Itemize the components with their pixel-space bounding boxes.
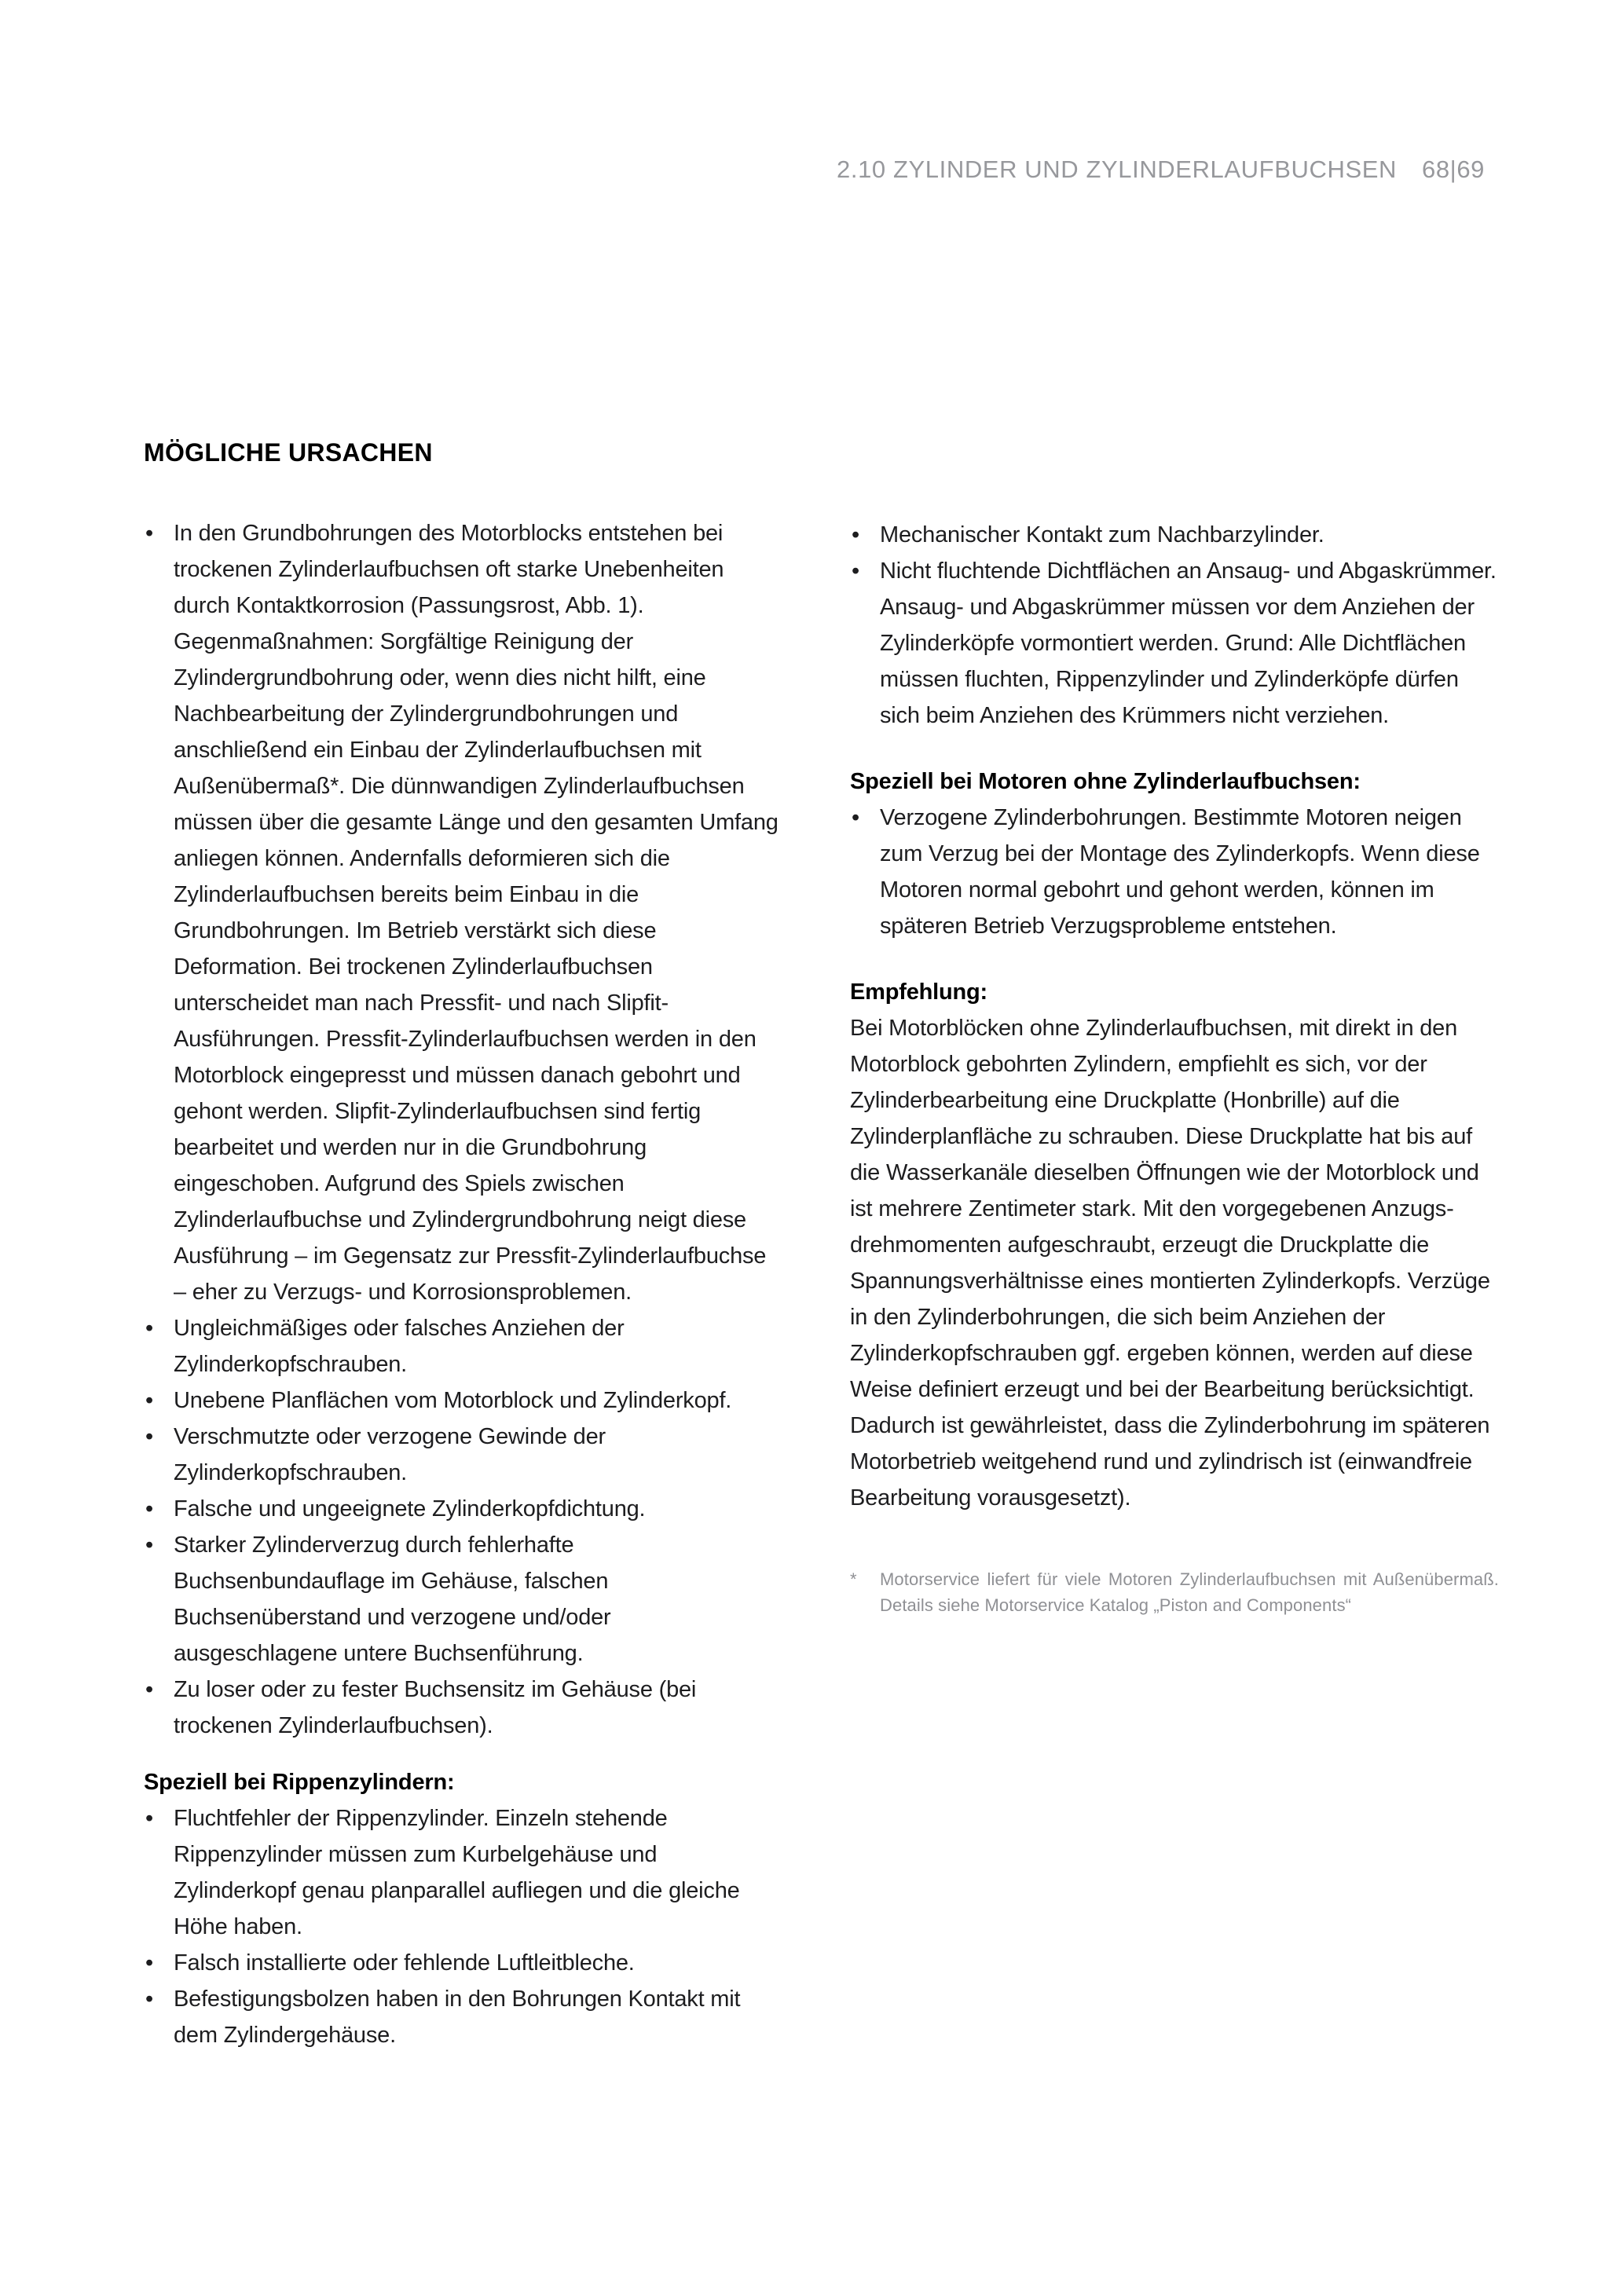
bullet-item: • Befestigungsbolzen haben in den Bohrungen Kontakt mit dem Zylindergehäuse.	[144, 1981, 779, 2053]
bullet-item: • In den Grundbohrungen des Motorblocks entstehen bei trockenen Zylinderlaufbuchsen oft starke Unebenheiten durch Kontaktkorrosion (Passungsrost, Abb. 1). Gegenmaßnahmen: Sorgfältige Reinigung der Zylindergrundbohrung oder, wenn dies nicht hilft, eine Nachbearbeitung der Zylindergrundbohrungen und anschließend ein Einbau der Zylinderlaufbuchsen mit Außenübermaß*. Die dünnwandigen Zylinderlaufbuchsen müssen über die gesamte Länge und den gesamten Umfang anliegen können. Andernfalls deformieren sich die Zylinderlaufbuchsen bereits beim Einbau in die Grundbohrungen. Im Betrieb verstärkt sich diese Deformation. Bei trockenen Zylinderlaufbuchsen unterscheidet man nach Pressfit- und nach Slipfit-Ausführungen. Pressfit-Zylinderlaufbuchsen werden in den Motorblock eingepresst und müssen danach gebohrt und gehont werden. Slipfit-Zylinderlaufbuchsen sind fertig bearbeitet und werden nur in die Grundbohrung eingeschoben. Aufgrund des Spiels zwischen Zylinderlaufbuchse und Zylindergrundbohrung neigt diese Ausführung – im Gegensatz zur Pressfit-Zylinderlaufbuchse – eher zu Verzugs- und Korrosionsproblemen.	[144, 515, 779, 1310]
subsection-heading-no-liners: Speziell bei Motoren ohne Zylinderlaufbuchsen:	[850, 769, 1361, 794]
bullet-item: • Nicht fluchtende Dichtflächen an Ansaug- und Abgaskrümmer. Ansaug- und Abgaskrümmer müssen vor dem Anziehen der Zylinderköpfe vormontiert werden. Grund: Alle Dichtflächen müssen fluchten, Rippenzylinder und Zylinderköpfe dürfen sich beim Anziehen des Krümmers nicht verziehen.	[850, 553, 1499, 734]
no-liners-list	[850, 800, 1499, 944]
finned-cylinders-list	[144, 1800, 779, 2053]
causes-list	[144, 515, 779, 1744]
page-number: 68|69	[1421, 156, 1485, 183]
bullet-item: • Zu loser oder zu fester Buchsensitz im Gehäuse (bei trockenen Zylinderlaufbuchsen).	[144, 1672, 779, 1744]
bullet-item: • Unebene Planflächen vom Motorblock und Zylinderkopf.	[144, 1382, 779, 1419]
section-heading: MÖGLICHE URSACHEN	[144, 438, 433, 467]
causes-list-continued	[850, 517, 1499, 734]
recommendation-paragraph: Bei Motorblöcken ohne Zylinderlaufbuchsen, mit direkt in den Motorblock gebohrten Zylindern, empfiehlt es sich, vor der Zylinderbearbeitung eine Druckplatte (Honbrille) auf die Zylinderplanfläche zu schrauben. Diese Druckplatte hat bis auf die Wasserkanäle dieselben Öffnungen wie der Motorblock und ist mehrere Zentimeter stark. Mit den vorgegebenen Anzugsdrehmomenten aufgeschraubt, erzeugt die Druckplatte die Spannungsverhältnisse eines montierten Zylinderkopfs. Verzüge in den Zylinderbohrungen, die sich beim Anziehen der Zylinderkopfschrauben ggf. ergeben können, werden auf diese Weise definiert erzeugt und bei der Bearbeitung berücksichtigt. Dadurch ist gewährleistet, dass die Zylinderbohrung im späteren Motorbetrieb weitgehend rund und zylindrisch ist (einwandfreie Bearbeitung vorausgesetzt).	[850, 1016, 1490, 1511]
page-header	[837, 156, 1485, 184]
subsection-heading-recommendation: Empfehlung:	[850, 980, 988, 1005]
bullet-item: • Ungleichmäßiges oder falsches Anziehen der Zylinderkopfschrauben.	[144, 1310, 779, 1382]
footnote-asterisk: *	[850, 1569, 857, 1589]
bullet-item: • Falsche und ungeeignete Zylinderkopfdichtung.	[144, 1491, 779, 1527]
bullet-item: • Starker Zylinderverzug durch fehlerhafte Buchsenbundauflage im Gehäuse, falschen Buchsenüberstand und verzogene und/oder ausgeschlagene untere Buchsenführung.	[144, 1527, 779, 1672]
bullet-item: • Mechanischer Kontakt zum Nachbarzylinder.	[850, 517, 1499, 553]
footnote	[850, 1566, 1499, 1618]
left-column	[144, 437, 779, 2053]
subsection-heading-finned-cylinders: Speziell bei Rippenzylindern:	[144, 1770, 455, 1795]
bullet-item: • Verschmutzte oder verzogene Gewinde der Zylinderkopfschrauben.	[144, 1419, 779, 1491]
bullet-item: • Verzogene Zylinderbohrungen. Bestimmte Motoren neigen zum Verzug bei der Montage des Zylinderkopfs. Wenn diese Motoren normal gebohrt und gehont werden, können im späteren Betrieb Verzugsprobleme entstehen.	[850, 800, 1499, 944]
page-header-title: 2.10 ZYLINDER UND ZYLINDERLAUFBUCHSEN	[837, 156, 1397, 183]
footnote-text: Motorservice liefert für viele Motoren Zylinderlaufbuchsen mit Außenübermaß. Details siehe Motorservice Katalog „Piston and Components“	[880, 1569, 1499, 1615]
bullet-item: • Fluchtfehler der Rippenzylinder. Einzeln stehende Rippenzylinder müssen zum Kurbelgehäuse und Zylinderkopf genau planparallel aufliegen und die gleiche Höhe haben.	[144, 1800, 779, 1945]
right-column	[850, 517, 1499, 1618]
bullet-item: • Falsch installierte oder fehlende Luftleitbleche.	[144, 1945, 779, 1981]
